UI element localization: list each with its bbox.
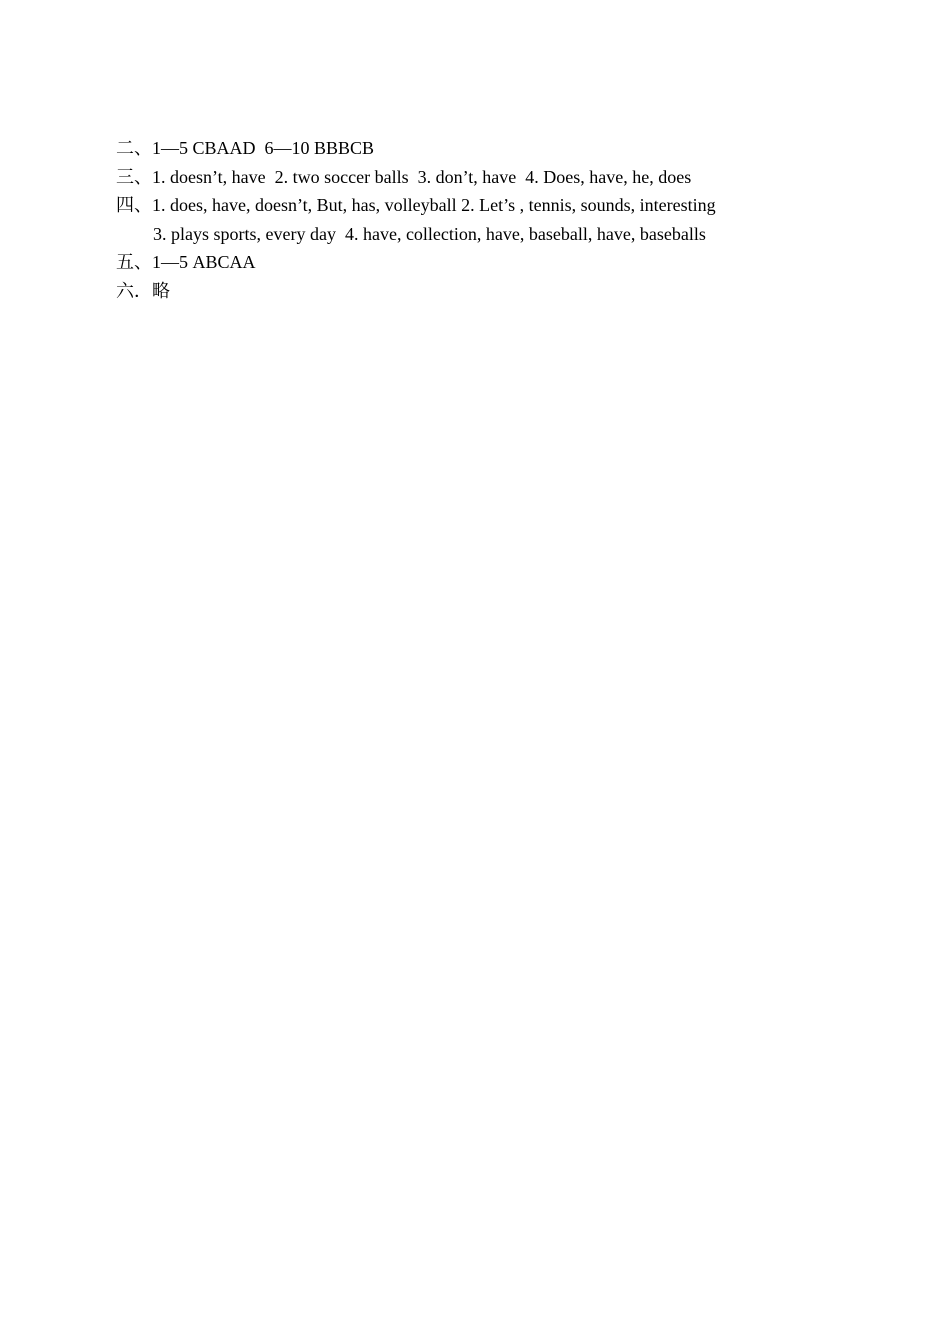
answer-line-section-4-continued: 3. plays sports, every day 4. have, collection, have, baseball, have, baseballs — [153, 223, 706, 244]
answer-line-section-2: 二、1—5 CBAAD 6—10 BBBCB — [116, 138, 375, 158]
answer-key — [116, 134, 816, 306]
answer-line-section-6: 六．略 — [116, 280, 170, 301]
answer-line-section-4: 四、1. does, have, doesn’t, But, has, volleyball 2. Let’s , tennis, sounds, interesting — [116, 195, 716, 216]
answer-line-section-5: 五、1—5 ABCAA — [116, 252, 256, 273]
answer-line-section-3: 三、1. doesn’t, have 2. two soccer balls 3. don’t, have 4. Does, have, he, does — [116, 166, 692, 187]
